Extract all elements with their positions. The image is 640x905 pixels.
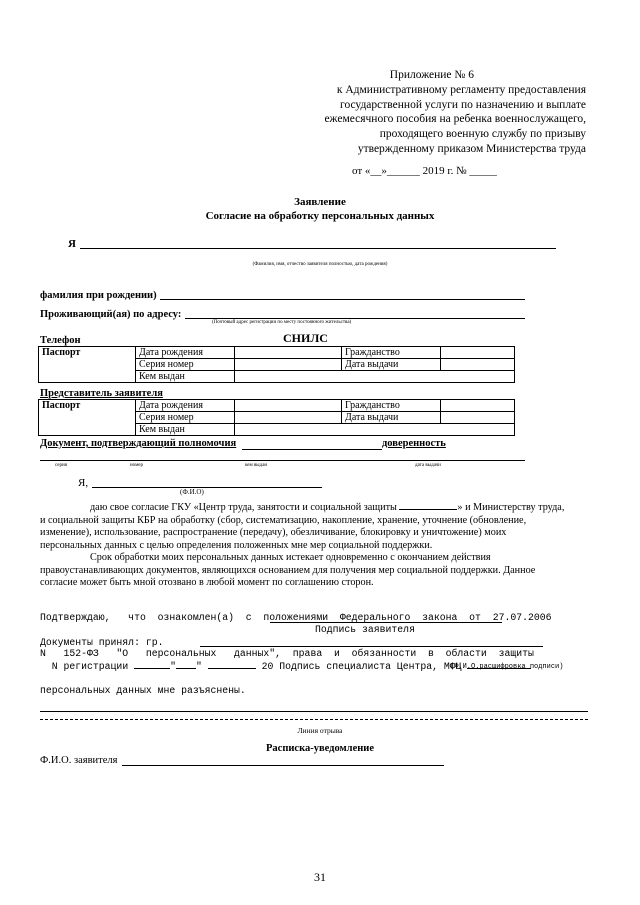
address-hint: (Почтовый адрес регистрации по месту постоянного жительства) — [212, 320, 352, 325]
receipt-fio-label: Ф.И.О. заявителя — [40, 755, 118, 766]
consent-line-4: персональных данных с целью определения положенных мне мер социальной поддержки. — [40, 539, 433, 551]
ya-label: Я — [68, 238, 76, 250]
snils-label: СНИЛС — [283, 331, 328, 345]
rep-passport-label: Паспорт — [39, 400, 136, 412]
appendix-line-4: ежемесячного пособия на ребенка военнослужащего, — [324, 113, 586, 126]
birth-date-label: Дата рождения — [136, 347, 235, 359]
reception-accepted-label: Документы принял: гр. — [40, 637, 164, 648]
issued-by-label: Кем выдан — [136, 371, 235, 383]
rep-series-number-cell[interactable] — [235, 412, 342, 424]
authority-doc-mid-line[interactable] — [242, 449, 382, 450]
appendix-line-3: государственной услуги по назначению и выплате — [340, 98, 586, 111]
passport-label: Паспорт — [39, 347, 136, 359]
reception-hint: (Ф.И.О.расшифровка подписи) — [450, 663, 564, 671]
rep-birth-date-cell[interactable] — [235, 400, 342, 412]
series-number-cell[interactable] — [235, 359, 342, 371]
authority-doc-label: Документ, подтверждающий полномочия — [40, 438, 237, 449]
col-issued-by: кем выдан — [245, 463, 268, 468]
citizenship-label: Гражданство — [342, 347, 441, 359]
appendix-line-5: проходящего военную службу по призыву — [379, 128, 586, 141]
phone-label: Телефон — [40, 335, 81, 346]
birth-date-cell[interactable] — [235, 347, 342, 359]
consent-center-field[interactable] — [399, 509, 457, 510]
consent-line-1a: даю свое согласие ГКУ «Центр труда, занятости и социальной защиты — [90, 502, 397, 513]
rep-series-number-label: Серия номер — [136, 412, 235, 424]
consent-line-7: согласие может быть мной отозвано в любой момент по соглашению сторон. — [40, 577, 374, 588]
page-title: Заявление — [294, 196, 346, 208]
issued-by-cell[interactable] — [235, 371, 515, 383]
passport-table — [38, 346, 515, 383]
appendix-line-1: Приложение № 6 — [389, 69, 474, 81]
ack-signature-label: Подпись заявителя — [315, 624, 415, 635]
col-number: номер — [130, 463, 143, 468]
rep-issued-by-cell[interactable] — [235, 424, 515, 436]
reception-reg-tail: 20 Подпись специалиста Центра, МФЦ — [261, 661, 462, 672]
rep-citizenship-label: Гражданство — [342, 400, 441, 412]
rep-citizenship-cell[interactable] — [441, 400, 515, 412]
rep-issued-by-label: Кем выдан — [136, 424, 235, 436]
consent-ya-label: Я, — [78, 477, 89, 489]
ack-signature-line[interactable] — [270, 622, 502, 623]
citizenship-cell[interactable] — [441, 347, 515, 359]
reg-day-field[interactable] — [176, 668, 196, 669]
address-line[interactable] — [185, 318, 525, 319]
col-series: серия — [55, 463, 67, 468]
tear-label: Линия отрыва — [297, 726, 343, 735]
representative-label: Представитель заявителя — [40, 388, 163, 399]
rep-issue-date-cell[interactable] — [441, 412, 515, 424]
issue-date-cell[interactable] — [441, 359, 515, 371]
representative-passport-table — [38, 399, 515, 436]
appendix-date-line: от «__»______ 2019 г. № _____ — [352, 165, 497, 177]
appendix-line-6: утвержденному приказом Министерства труда — [357, 142, 586, 155]
fio-hint: (Фамилия, имя, отчество заявителя полностью, дата рождения) — [252, 262, 388, 267]
tear-solid-line — [40, 711, 588, 712]
address-label: Проживающий(ая) по адресу: — [40, 309, 182, 320]
fio-line[interactable] — [80, 248, 556, 249]
issue-date-label: Дата выдачи — [342, 359, 441, 371]
authority-doc-right-label: доверенность — [382, 438, 446, 449]
consent-fio-line[interactable] — [92, 487, 322, 488]
consent-line-3: изменение), использование, распространение (передачу), обезличивание, блокировку и уничтожение) моих — [40, 527, 507, 538]
tear-dashed-line — [40, 719, 588, 720]
consent-line-2: и социальной защиты КБР на обработку (сбор, систематизацию, накопление, хранение, уточнение (обновление, — [40, 514, 527, 526]
consent-fio-hint: (Ф.И.О) — [180, 488, 204, 496]
rep-issue-date-label: Дата выдачи — [342, 412, 441, 424]
reception-accepted-line[interactable] — [200, 646, 543, 647]
receipt-title: Расписка-уведомление — [266, 743, 374, 754]
rep-birth-date-label: Дата рождения — [136, 400, 235, 412]
appendix-line-2: к Административному регламенту предоставления — [336, 83, 586, 96]
birth-surname-label: фамилия при рождении) — [40, 290, 157, 301]
consent-line-1b: » и Министерству труда, — [457, 502, 565, 513]
ack-line-3: персональных данных мне разъяснены. — [40, 685, 246, 697]
reception-reg-label: N регистрации — [51, 661, 129, 672]
consent-line-6: правоустанавливающих документов, являющихся основанием для получения мер социальной поддержки. Данное — [40, 564, 536, 576]
page-subtitle: Согласие на обработку персональных данных — [205, 210, 435, 222]
receipt-fio-line[interactable] — [122, 765, 444, 766]
col-issue-date: дата выдачи — [415, 463, 441, 468]
birth-surname-line[interactable] — [160, 299, 525, 300]
reg-number-field[interactable] — [134, 668, 170, 669]
authority-doc-fields-line[interactable] — [40, 460, 525, 461]
ack-line-2: N 152-ФЗ "О персональных данных", права и обязанности в области защиты — [40, 648, 534, 660]
ack-line-1: Подтверждаю, что ознакомлен(а) с положениями Федерального закона от 27.07.2006 — [40, 611, 552, 623]
series-number-label: Серия номер — [136, 359, 235, 371]
consent-line-5: Срок обработки моих персональных данных истекает одновременно с окончанием действия — [90, 552, 491, 563]
page-number: 31 — [314, 870, 326, 884]
reg-month-field[interactable] — [208, 668, 256, 669]
